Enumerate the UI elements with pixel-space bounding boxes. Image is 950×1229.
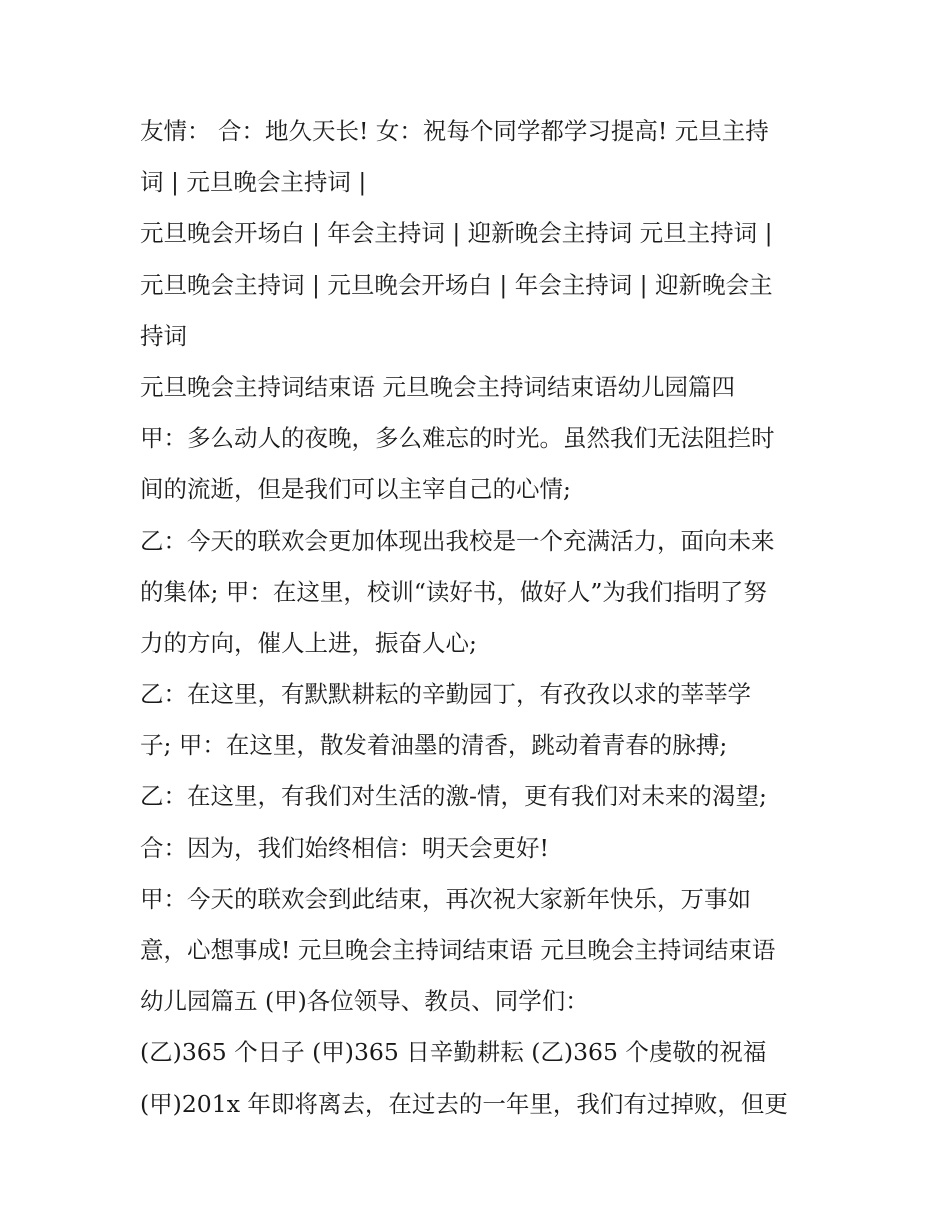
text-line: 意，心想事成! 元旦晚会主持词结束语 元旦晚会主持词结束语 bbox=[140, 936, 776, 964]
text-line: 的集体; 甲：在这里，校训“读好书，做好人”为我们指明了努 bbox=[140, 577, 767, 606]
text-line: 合：因为，我们始终相信：明天会更好! bbox=[140, 833, 549, 862]
text-line: 子; 甲：在这里，散发着油墨的清香，跳动着青春的脉搏; bbox=[140, 731, 728, 760]
text-line: (甲)201x 年即将离去，在过去的一年里，我们有过掉败，但更 bbox=[140, 1089, 788, 1118]
text-line: 元旦晚会开场白 | 年会主持词 | 迎新晚会主持词 元旦主持词 | bbox=[140, 219, 773, 248]
text-line: 持词 bbox=[140, 321, 187, 350]
text-line: 元旦晚会主持词结束语 元旦晚会主持词结束语幼儿园篇四 bbox=[140, 372, 735, 401]
text-line: 间的流逝，但是我们可以主宰自己的心情; bbox=[140, 475, 571, 504]
text-line: 甲：多么动人的夜晚，多么难忘的时光。虽然我们无法阻拦时 bbox=[140, 424, 775, 453]
text-line: 幼儿园篇五 (甲)各位领导、教员、同学们： bbox=[140, 987, 589, 1016]
text-line: 力的方向，催人上进，振奋人心; bbox=[140, 628, 477, 657]
text-line: 词 | 元旦晚会主持词 | bbox=[140, 168, 367, 197]
text-line: (乙)365 个日子 (甲)365 日辛勤耕耘 (乙)365 个虔敬的祝福 bbox=[140, 1038, 767, 1067]
text-line: 乙：今天的联欢会更加体现出我校是一个充满活力，面向未来 bbox=[140, 526, 775, 555]
document-body bbox=[140, 106, 820, 1130]
text-line: 友情： 合：地久天长! 女：祝每个同学都学习提高! 元旦主持 bbox=[140, 117, 769, 145]
text-line: 甲：今天的联欢会到此结束，再次祝大家新年快乐，万事如 bbox=[140, 884, 751, 913]
text-line: 乙：在这里，有我们对生活的激-情，更有我们对未来的渴望; bbox=[140, 782, 767, 811]
text-line: 元旦晚会主持词 | 元旦晚会开场白 | 年会主持词 | 迎新晚会主 bbox=[140, 270, 773, 299]
text-line: 乙：在这里，有默默耕耘的辛勤园丁，有孜孜以求的莘莘学 bbox=[140, 680, 751, 709]
